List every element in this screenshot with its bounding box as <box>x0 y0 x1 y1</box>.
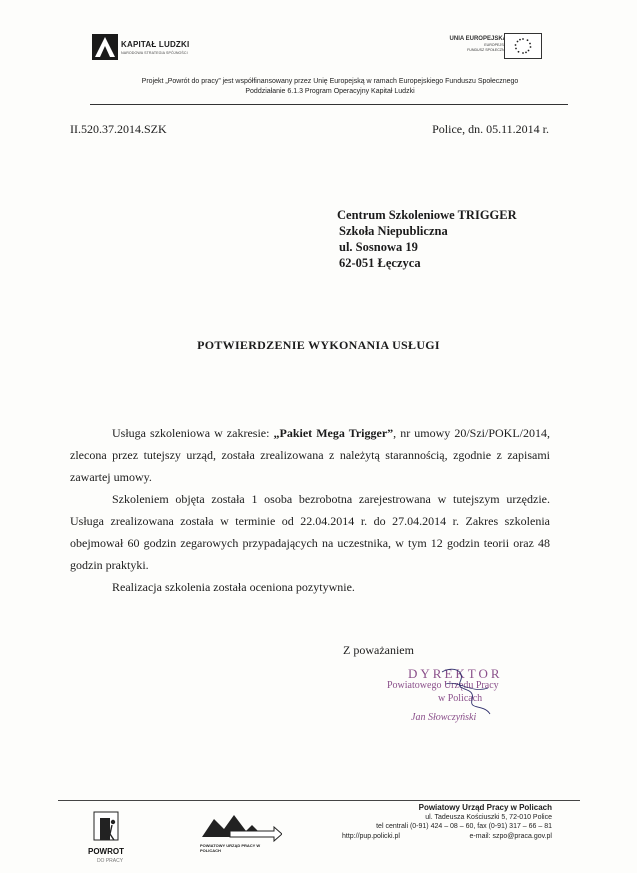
project-line-1: Projekt „Powrót do pracy” jest współfinansowany przez Unię Europejską w ramach Europejskiego Funduszu Społecznego <box>141 78 519 85</box>
eu-flag-icon <box>504 33 542 59</box>
svg-text:POWROT: POWROT <box>88 847 124 856</box>
svg-text:DO PRACY: DO PRACY <box>96 858 124 864</box>
paragraph-details <box>70 488 550 576</box>
footer-phones: tel centrali (0-91) 424 – 08 – 60, fax (0-91) 317 – 66 – 81 <box>376 823 552 830</box>
reference-number: II.520.37.2014.SZK <box>70 122 167 136</box>
recipient-address <box>337 207 517 271</box>
para3-text: Realizacja szkolenia została oceniona pozytywnie. <box>112 580 355 594</box>
footer-email-link[interactable]: e-mail: szpo@praca.gov.pl <box>469 833 552 840</box>
service-name: „Pakiet Mega Trigger” <box>273 426 394 440</box>
pup-caption: POWIATOWY URZĄD PRACY W POLICACH <box>200 843 261 853</box>
kapital-ludzki-name: KAPITAŁ LUDZKI <box>121 40 190 49</box>
footer-address: ul. Tadeusza Kościuszki 5, 72-010 Police <box>425 814 552 821</box>
stamp-name: Jan Słowczyński <box>411 712 477 723</box>
footer-org-name: Powiatowy Urząd Pracy w Policach <box>418 803 552 812</box>
footer-website-link[interactable]: http://pup.policki.pl <box>342 833 400 840</box>
eu-line-3: FUNDUSZ SPOŁECZNY <box>467 48 507 52</box>
closing-phrase: Z poważaniem <box>343 643 414 657</box>
powrot-do-pracy-logo-icon <box>86 808 126 866</box>
para2-text: Szkoleniem objęta została 1 osoba bezrobotna zarejestrowana w tutejszym urzędzie. Usługa zrealizowana została w terminie od 22.04.2014 r. do 27.04.2014 r. Zakres szkolenia obejmował 60 godzin zegarowych przypadających na uczestnika, w tym 12 godzin teorii oraz 48 godzin praktyki. <box>70 492 550 572</box>
kapital-ludzki-logo-icon <box>92 34 118 60</box>
document-title: POTWIERDZENIE WYKONANIA USŁUGI <box>197 338 440 352</box>
stamp-city: w Policach <box>438 693 483 704</box>
project-line-2: Poddziałanie 6.1.3 Program Operacyjny Kapitał Ludzki <box>245 88 415 95</box>
paragraph-evaluation <box>70 576 550 598</box>
handwritten-signature <box>432 664 502 724</box>
para1-start: Usługa szkoleniowa w zakresie: <box>112 426 274 440</box>
eu-label <box>450 36 507 53</box>
recipient-line: Centrum Szkoleniowe TRIGGER <box>337 208 517 222</box>
header-divider <box>90 104 568 105</box>
eu-line-2: EUROPEJSKI <box>484 43 507 47</box>
stamp-role: DYREKTOR <box>408 666 503 681</box>
kapital-ludzki-subtitle: NARODOWA STRATEGIA SPÓJNOŚCI <box>121 51 188 55</box>
footer-divider <box>58 800 580 801</box>
project-info <box>60 77 600 97</box>
para1-end: , nr umowy 20/Szi/POKL/2014, zlecona przez tutejszy urząd, została zrealizowana z należytą starannością, zgodnie z zapisami zawartej umowy. <box>70 426 550 484</box>
stamp-office: Powiatowego Urzędu Pracy <box>387 680 499 691</box>
recipient-line: ul. Sosnowa 19 <box>339 240 418 254</box>
place-date: Police, dn. 05.11.2014 r. <box>432 122 549 136</box>
paragraph-service <box>70 422 550 488</box>
recipient-line: Szkoła Niepubliczna <box>339 224 448 238</box>
eu-title: UNIA EUROPEJSKA <box>449 36 507 42</box>
recipient-line: 62-051 Łęczyca <box>339 256 421 270</box>
